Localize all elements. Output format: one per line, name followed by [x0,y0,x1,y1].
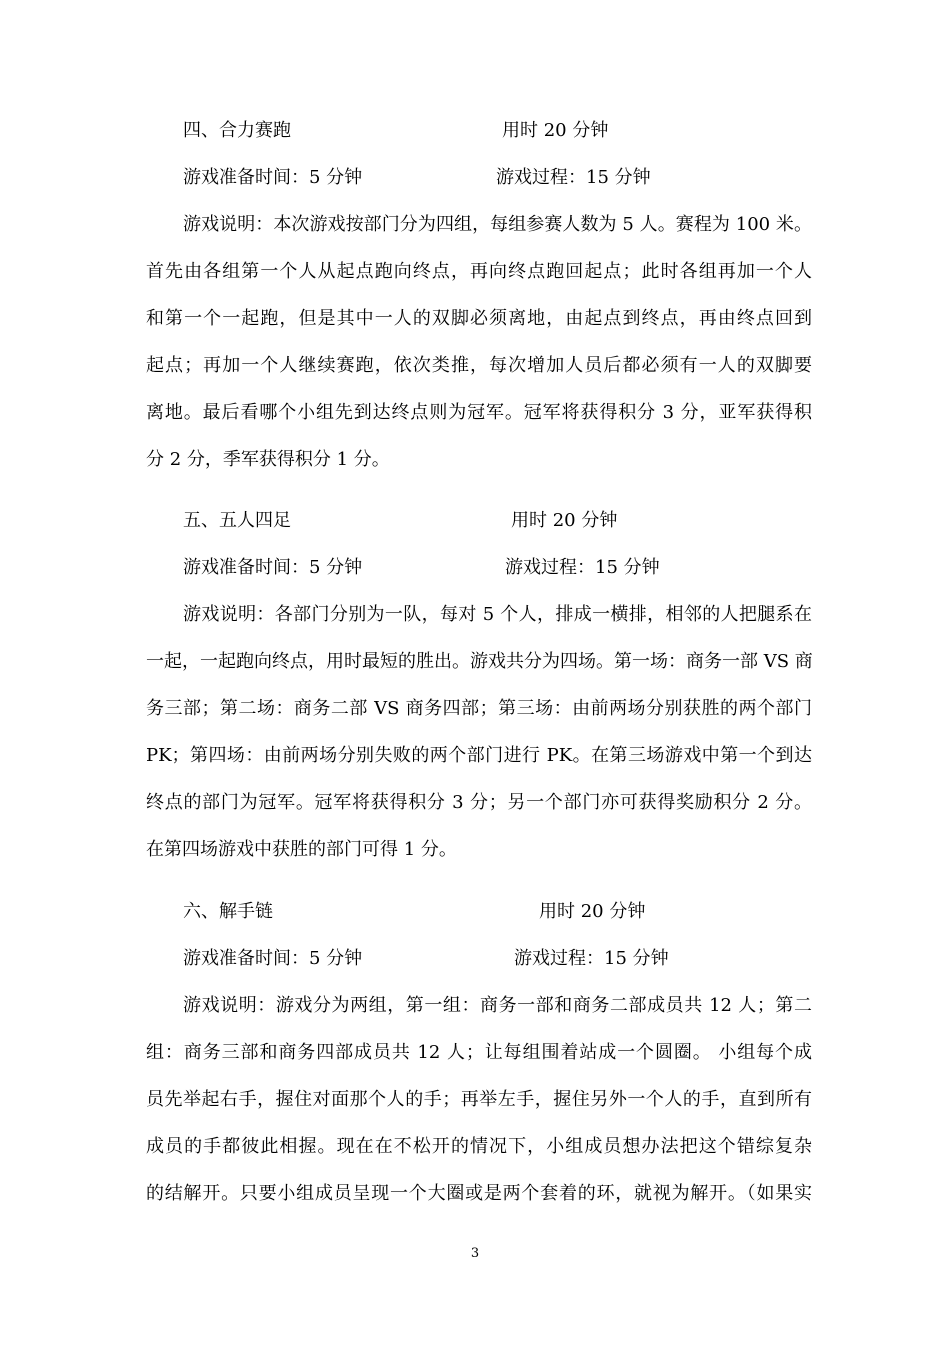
prep-time: 游戏准备时间：5 分钟 [183,167,363,188]
section-duration: 用时 20 分钟 [539,901,646,922]
desc-line: 员先举起右手，握住对面那个人的手；再举左手，握住另外一个人的手，直到所有 [146,1089,812,1110]
desc-line: 一起，一起跑向终点，用时最短的胜出。游戏共分为四场。第一场：商务一部 VS 商 [146,651,813,672]
desc-line: 务三部；第二场：商务二部 VS 商务四部；第三场：由前两场分别获胜的两个部门 [146,698,812,719]
desc-line: 首先由各组第一个人从起点跑向终点，再向终点跑回起点；此时各组再加一个人 [146,261,812,282]
desc-line: 分 2 分，季军获得积分 1 分。 [146,449,390,470]
desc-line: PK；第四场：由前两场分别失败的两个部门进行 PK。在第三场游戏中第一个到达 [146,745,812,766]
section-title: 四、合力赛跑 [183,120,291,141]
desc-line: 终点的部门为冠军。冠军将获得积分 3 分；另一个部门亦可获得奖励积分 2 分。 [146,792,812,813]
desc-line: 游戏说明：本次游戏按部门分为四组，每组参赛人数为 5 人。赛程为 100 米。 [183,214,812,235]
process-time: 游戏过程：15 分钟 [496,167,651,188]
section-duration: 用时 20 分钟 [511,510,618,531]
prep-time: 游戏准备时间：5 分钟 [183,557,363,578]
desc-line: 组：商务三部和商务四部成员共 12 人；让每组围着站成一个圆圈。 小组每个成 [146,1042,812,1063]
prep-time: 游戏准备时间：5 分钟 [183,948,363,969]
desc-line: 游戏说明：游戏分为两组，第一组：商务一部和商务二部成员共 12 人；第二 [183,995,812,1016]
page-number: 3 [470,1246,480,1261]
desc-line: 游戏说明：各部门分别为一队，每对 5 个人，排成一横排，相邻的人把腿系在 [183,604,812,625]
desc-line: 在第四场游戏中获胜的部门可得 1 分。 [146,839,457,860]
desc-line: 成员的手都彼此相握。现在在不松开的情况下，小组成员想办法把这个错综复杂 [146,1136,812,1157]
desc-line: 和第一个一起跑，但是其中一人的双脚必须离地，由起点到终点，再由终点回到 [146,308,812,329]
desc-line: 起点；再加一个人继续赛跑，依次类推，每次增加人员后都必须有一人的双脚要 [146,355,812,376]
desc-line: 离地。最后看哪个小组先到达终点则为冠军。冠军将获得积分 3 分，亚军获得积 [146,402,812,423]
section-title: 六、解手链 [183,901,273,922]
desc-line: 的结解开。只要小组成员呈现一个大圈或是两个套着的环，就视为解开。（如果实 [146,1183,812,1204]
process-time: 游戏过程：15 分钟 [514,948,669,969]
process-time: 游戏过程：15 分钟 [505,557,660,578]
section-duration: 用时 20 分钟 [502,120,609,141]
section-title: 五、五人四足 [183,510,291,531]
